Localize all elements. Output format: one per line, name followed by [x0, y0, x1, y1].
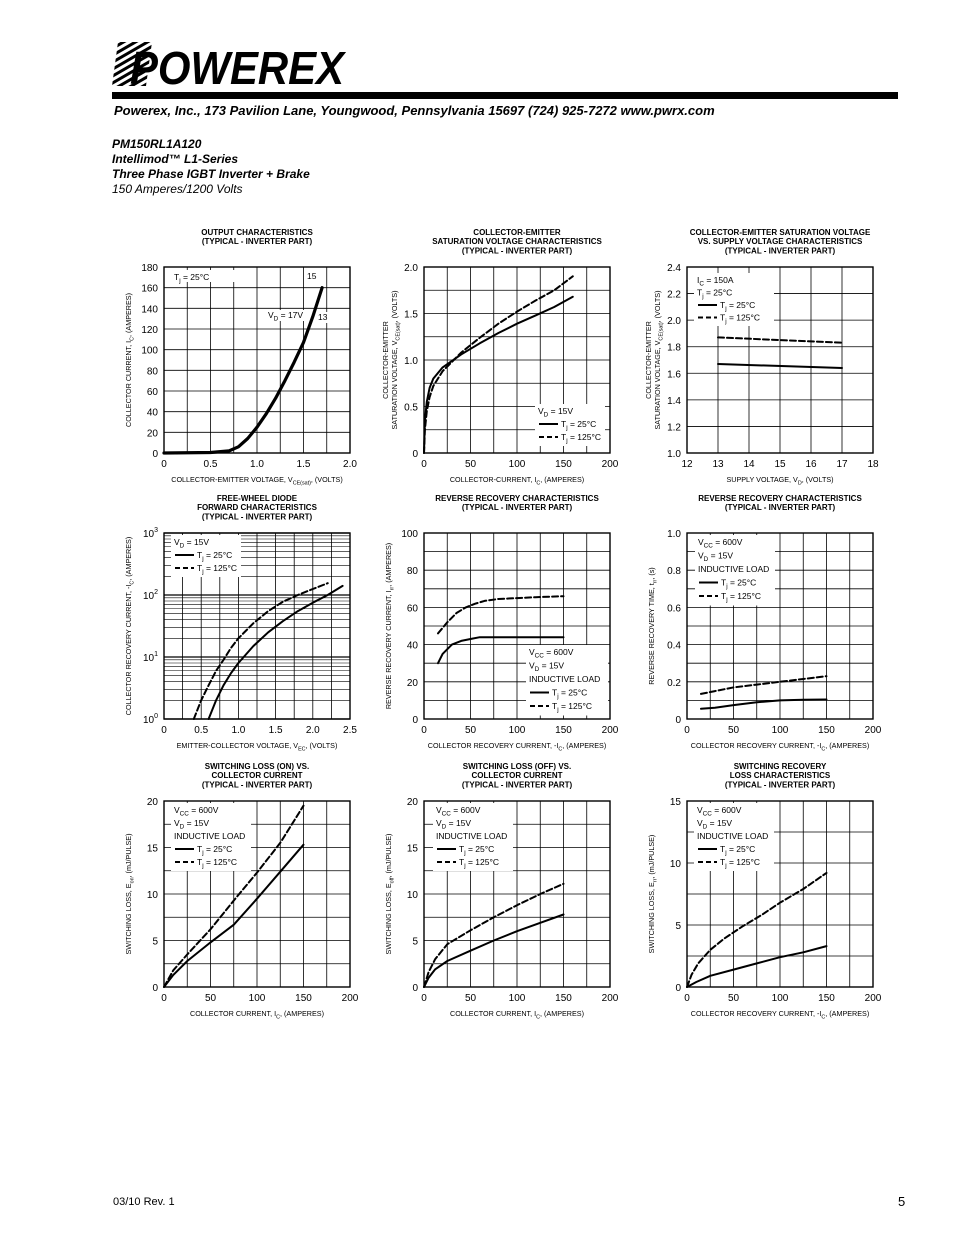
x-tick-label: 0.5 [194, 725, 209, 736]
revision-date: 03/10 Rev. 1 [113, 1196, 175, 1208]
x-tick-label: 200 [601, 725, 619, 736]
c7-x-axis-label: COLLECTOR CURRENT, $I_C$, (AMPERES) [190, 1009, 324, 1021]
c8-title-line: SWITCHING LOSS (OFF) VS. [462, 762, 572, 771]
chart-reverse-recovery-current [382, 494, 620, 764]
c8-legend [433, 803, 513, 871]
y-tick-label: 5 [675, 921, 681, 932]
y-tick-label: 100 [141, 345, 158, 357]
legend-entry: $T_j = 25^\circ C$ [552, 687, 588, 700]
y-tick-label: 0.5 [404, 402, 418, 414]
x-tick-label: 150 [555, 725, 572, 736]
y-tick-label: 2.0 [667, 316, 681, 328]
y-tick-label: 20 [406, 797, 418, 808]
y-tick-label: 120 [141, 325, 158, 336]
x-tick-label: 200 [601, 459, 619, 470]
curve-annotation: 13 [318, 312, 328, 322]
legend-entry: INDUCTIVE LOAD [698, 564, 770, 574]
y-tick-label: $10^3$ [142, 527, 158, 540]
legend-entry: $T_j = 125^\circ C$ [720, 857, 761, 870]
legend-entry: $V_D = 15V$ [697, 818, 733, 831]
x-tick-label: 200 [601, 993, 619, 1004]
legend-entry: $V_D = 15V$ [698, 550, 734, 563]
y-tick-label: 0 [675, 983, 681, 994]
c5-x-axis-label: COLLECTOR RECOVERY CURRENT, $-I_C$, (AMPERES) [427, 741, 607, 753]
y-tick-label: 0.2 [667, 677, 681, 689]
y-tick-label: 20 [146, 428, 158, 440]
x-tick-label: 0 [684, 993, 690, 1004]
legend-entry: $T_j = 25^\circ C$ [561, 419, 597, 432]
legend-entry: $T_j = 125^\circ C$ [561, 432, 602, 445]
c3-x-axis-label: SUPPLY VOLTAGE, $V_D$, (VOLTS) [726, 475, 834, 487]
x-tick-label: 100 [248, 993, 266, 1004]
x-tick-label: 0 [421, 459, 427, 470]
legend-entry: $T_j = 25^\circ C$ [459, 844, 495, 857]
x-tick-label: 100 [508, 725, 526, 736]
c8-title-line: (TYPICAL - INVERTER PART) [461, 780, 573, 790]
legend-entry: INDUCTIVE LOAD [174, 831, 246, 841]
x-tick-label: 100 [771, 725, 789, 736]
c9-title-line: (TYPICAL - INVERTER PART) [724, 780, 836, 790]
c4-title-line: (TYPICAL - INVERTER PART) [201, 512, 313, 522]
y-tick-label: 40 [146, 407, 158, 419]
x-tick-label: 50 [727, 725, 740, 736]
x-tick-label: 100 [508, 993, 526, 1004]
series-line-125c [438, 596, 564, 633]
c3-title-line: (TYPICAL - INVERTER PART) [724, 246, 836, 256]
legend-entry: $V_{CC} = 600V$ [529, 647, 574, 660]
y-tick-label: 60 [146, 387, 158, 398]
powerex-logo [112, 40, 348, 88]
y-tick-label: 2.2 [667, 289, 681, 301]
c3-title-line: COLLECTOR-EMITTER SATURATION VOLTAGE [689, 228, 871, 237]
x-tick-label: 2.0 [305, 725, 320, 736]
c7-title-line: COLLECTOR CURRENT [211, 771, 303, 781]
x-tick-label: 16 [805, 459, 817, 470]
c6-y-axis-label: REVERSE RECOVERY TIME, $t_{rr}$, (s) [647, 567, 659, 685]
c6-svg [645, 494, 883, 764]
y-tick-label: 1.0 [404, 356, 418, 367]
y-tick-label: 140 [141, 304, 158, 316]
legend-entry: $V_D = 15V$ [436, 818, 472, 831]
y-tick-label: 0 [412, 449, 418, 460]
page-number: 5 [898, 1194, 906, 1209]
c1-svg [122, 228, 360, 498]
legend-entry: $T_j = 25^\circ C$ [197, 550, 233, 563]
x-tick-label: 14 [743, 459, 755, 470]
c7-title-line: (TYPICAL - INVERTER PART) [201, 780, 313, 790]
c4-title-line: FORWARD CHARACTERISTICS [197, 503, 317, 513]
c1-title-line: OUTPUT CHARACTERISTICS [201, 228, 313, 237]
legend-entry: $T_j = 25^\circ C$ [197, 844, 233, 857]
y-tick-label: 10 [146, 890, 158, 901]
x-tick-label: 50 [204, 993, 217, 1004]
legend-entry: $V_D = 15V$ [538, 406, 574, 419]
c4-svg [122, 494, 360, 764]
c9-title-line: LOSS CHARACTERISTICS [729, 771, 831, 781]
x-tick-label: 12 [681, 459, 693, 470]
x-tick-label: 150 [818, 993, 835, 1004]
legend-entry: $T_j = 125^\circ C$ [459, 857, 500, 870]
powerex-logo-graphic [112, 40, 348, 88]
c7-legend [171, 803, 251, 871]
product-block [112, 137, 310, 197]
c4-x-axis-label: EMITTER-COLLECTOR VOLTAGE, $V_{EC}$, (VOLTS) [176, 741, 338, 753]
c8-title-line: COLLECTOR CURRENT [471, 771, 563, 781]
curve-annotation: 15 [307, 271, 317, 281]
c5-title-line: REVERSE RECOVERY CHARACTERISTICS [435, 494, 599, 503]
c7-title-line: SWITCHING LOSS (ON) VS. [204, 762, 310, 771]
c2-legend [535, 404, 605, 446]
x-tick-label: 0 [161, 725, 167, 736]
chart-switching-recovery-loss [645, 762, 883, 1032]
legend-entry: $T_j = 25^\circ C$ [697, 287, 733, 300]
x-tick-label: 2.0 [343, 459, 357, 470]
legend-entry: $V_{CC} = 600V$ [697, 805, 742, 818]
y-tick-label: 20 [146, 797, 158, 808]
c5-legend [526, 645, 608, 716]
x-tick-label: 100 [508, 459, 526, 470]
c8-y-axis-label: SWITCHING LOSS, $E_{off}$, (mJ/PULSE) [384, 833, 396, 955]
c2-y-axis-label: COLLECTOR-EMITTER [381, 321, 390, 399]
y-tick-label: 100 [401, 529, 418, 540]
x-tick-label: 0 [161, 993, 167, 1004]
legend-entry: $T_j = 25^\circ C$ [721, 577, 757, 590]
legend-entry: $V_{CC} = 600V$ [436, 805, 481, 818]
header-rule [112, 92, 898, 99]
x-tick-label: 1.0 [231, 725, 246, 736]
part-number: PM150RL1A120 [112, 137, 202, 151]
c6-title-line: (TYPICAL - INVERTER PART) [724, 503, 836, 513]
c3-svg [645, 228, 883, 498]
x-tick-label: 13 [712, 459, 724, 470]
legend-entry: $T_j = 125^\circ C$ [197, 563, 238, 576]
legend-entry: $T_j = 125^\circ C$ [552, 701, 593, 714]
y-tick-label: 2.0 [404, 263, 418, 274]
legend-entry: $V_{CC} = 600V$ [174, 805, 219, 818]
x-tick-label: 50 [727, 993, 740, 1004]
legend-entry: INDUCTIVE LOAD [436, 831, 508, 841]
y-tick-label: $10^1$ [142, 651, 158, 664]
legend-entry: $V_D = 15V$ [174, 818, 210, 831]
series-line-25c [701, 700, 827, 709]
logo-wordmark: POWEREX [130, 42, 347, 88]
c1-y-axis-label: COLLECTOR CURRENT, $I_C$, (AMPERES) [124, 293, 136, 427]
c9-legend [694, 803, 774, 871]
series-line-125c [701, 676, 827, 694]
company-address: Powerex, Inc., 173 Pavilion Lane, Youngwood, Pennsylvania 15697 (724) 925-7272 www.pwrx.com [114, 103, 715, 118]
x-tick-label: 18 [867, 459, 879, 470]
x-tick-label: 2.5 [343, 725, 357, 736]
y-tick-label: 5 [152, 936, 158, 948]
legend-entry: INDUCTIVE LOAD [529, 674, 601, 684]
y-tick-label: 20 [406, 677, 418, 689]
x-tick-label: 150 [818, 725, 835, 736]
x-tick-label: 0 [421, 725, 427, 736]
c1-x-axis-label: COLLECTOR-EMITTER VOLTAGE, $V_{CE(sat)}$, (VOLTS) [171, 475, 343, 487]
y-tick-label: 15 [406, 843, 418, 855]
c5-y-axis-label: REVERSE RECOVERY CURRENT, $I_{rr}$, (AMPERES) [384, 542, 396, 710]
c1-title-line: (TYPICAL - INVERTER PART) [201, 237, 313, 247]
x-tick-label: 50 [464, 725, 477, 736]
y-tick-label: 1.0 [667, 529, 681, 540]
x-tick-label: 0 [421, 993, 427, 1004]
c3-y-axis-label: SATURATION VOLTAGE, $V_{CE(sat)}$, (VOLTS) [653, 290, 665, 430]
y-tick-label: 40 [406, 640, 418, 652]
x-tick-label: 200 [864, 993, 882, 1004]
y-tick-label: 1.4 [667, 395, 681, 407]
y-tick-label: 5 [412, 936, 418, 948]
x-tick-label: 100 [771, 993, 789, 1004]
x-tick-label: 0 [161, 459, 167, 470]
legend-entry: $V_D = 15V$ [529, 660, 565, 673]
x-tick-label: 0 [684, 725, 690, 736]
y-tick-label: 0 [152, 449, 158, 460]
c9-title-line: SWITCHING RECOVERY [733, 762, 827, 771]
c9-svg [645, 762, 883, 1032]
chart-saturation-vs-supply-voltage [645, 228, 883, 498]
legend-entry: $T_j = 25^\circ C$ [720, 844, 756, 857]
y-tick-label: 0 [412, 983, 418, 994]
y-tick-label: 1.0 [667, 449, 681, 460]
c5-title-line: (TYPICAL - INVERTER PART) [461, 503, 573, 513]
chart-switching-loss-on [122, 762, 360, 1032]
y-tick-label: 1.8 [667, 342, 681, 354]
y-tick-label: 15 [669, 797, 681, 808]
c9-y-axis-label: SWITCHING LOSS, $E_{rr}$, (mJ/PULSE) [647, 834, 659, 954]
chart-output-characteristics [122, 228, 360, 498]
curve-annotation: $V_D = 17V$ [268, 310, 304, 323]
legend-entry: $T_j = 125^\circ C$ [197, 857, 238, 870]
y-tick-label: 0.6 [667, 603, 681, 615]
y-tick-label: 80 [406, 566, 418, 578]
c7-svg [122, 762, 360, 1032]
c6-legend [695, 535, 775, 606]
c3-legend [694, 273, 774, 326]
y-tick-label: 80 [146, 366, 158, 378]
c2-y-axis-label: SATURATION VOLTAGE, $V_{CE(sat)}$, (VOLTS) [390, 290, 402, 430]
legend-entry: $T_j = 125^\circ C$ [721, 591, 762, 604]
c4-title-line: FREE-WHEEL DIODE [216, 494, 298, 503]
y-tick-label: $10^2$ [142, 589, 158, 602]
c8-svg [382, 762, 620, 1032]
y-tick-label: 2.4 [667, 263, 681, 274]
y-tick-label: 15 [146, 843, 158, 855]
x-tick-label: 1.5 [268, 725, 283, 736]
product-series: Intellimod™ L1-Series [112, 152, 239, 166]
x-tick-label: 1.5 [296, 459, 311, 470]
chart-free-wheel-diode [122, 494, 360, 764]
y-tick-label: 0 [675, 715, 681, 726]
series-line-125c [194, 583, 328, 719]
y-tick-label: 10 [669, 859, 681, 870]
c8-x-axis-label: COLLECTOR CURRENT, $I_C$, (AMPERES) [450, 1009, 584, 1021]
y-tick-label: 1.6 [667, 369, 681, 381]
y-tick-label: 10 [406, 890, 418, 901]
y-tick-label: 160 [141, 283, 158, 295]
x-tick-label: 15 [774, 459, 786, 470]
y-tick-label: 0.8 [667, 566, 681, 578]
x-tick-label: 150 [555, 993, 572, 1004]
legend-entry: $T_j = 25^\circ C$ [720, 300, 756, 313]
chart-saturation-voltage [382, 228, 620, 498]
y-tick-label: 180 [141, 263, 158, 274]
x-tick-label: 150 [295, 993, 312, 1004]
c7-y-axis-label: SWITCHING LOSS, $E_{on}$, (mJ/PULSE) [124, 833, 136, 955]
y-tick-label: 0.4 [667, 640, 681, 652]
x-tick-label: 200 [864, 725, 882, 736]
c9-x-axis-label: COLLECTOR RECOVERY CURRENT, $-I_C$, (AMPERES) [690, 1009, 870, 1021]
y-tick-label: 60 [406, 603, 418, 615]
chart-switching-loss-off [382, 762, 620, 1032]
c6-x-axis-label: COLLECTOR RECOVERY CURRENT, $-I_C$, (AMPERES) [690, 741, 870, 753]
legend-entry: $I_C = 150A$ [697, 275, 734, 288]
legend-entry: $V_D = 15V$ [174, 537, 210, 550]
c2-x-axis-label: COLLECTOR-CURRENT, $I_C$, (AMPERES) [449, 475, 585, 487]
x-tick-label: 0.5 [203, 459, 218, 470]
y-tick-label: $10^0$ [142, 713, 158, 726]
c3-y-axis-label: COLLECTOR-EMITTER [644, 321, 653, 399]
c4-legend [171, 535, 241, 577]
c2-title-line: COLLECTOR-EMITTER [473, 228, 561, 237]
c5-svg [382, 494, 620, 764]
legend-entry: $V_{CC} = 600V$ [698, 537, 743, 550]
legend-entry: $T_j = 25^\circ C$ [174, 272, 210, 285]
x-tick-label: 200 [341, 993, 359, 1004]
y-tick-label: 0 [412, 715, 418, 726]
c4-y-axis-label: COLLECTOR RECOVERY CURRENT, $-I_C$, (AMPERES) [124, 536, 136, 716]
c2-title-line: (TYPICAL - INVERTER PART) [461, 246, 573, 256]
x-tick-label: 50 [464, 459, 477, 470]
y-tick-label: 1.5 [404, 309, 418, 321]
x-tick-label: 150 [555, 459, 572, 470]
c6-title-line: REVERSE RECOVERY CHARACTERISTICS [698, 494, 862, 503]
chart-reverse-recovery-time [645, 494, 883, 764]
x-tick-label: 50 [464, 993, 477, 1004]
y-tick-label: 1.2 [667, 422, 681, 434]
legend-entry: INDUCTIVE LOAD [697, 831, 769, 841]
c2-title-line: SATURATION VOLTAGE CHARACTERISTICS [432, 237, 602, 247]
x-tick-label: 17 [836, 459, 848, 470]
c2-svg [382, 228, 620, 498]
y-tick-label: 0 [152, 983, 158, 994]
legend-entry: $T_j = 125^\circ C$ [720, 312, 761, 325]
product-rating: 150 Amperes/1200 Volts [112, 182, 243, 196]
x-tick-label: 1.0 [250, 459, 264, 470]
product-description: Three Phase IGBT Inverter + Brake [112, 167, 310, 181]
c1-legend [171, 270, 251, 285]
c3-title-line: VS. SUPPLY VOLTAGE CHARACTERISTICS [697, 237, 863, 247]
